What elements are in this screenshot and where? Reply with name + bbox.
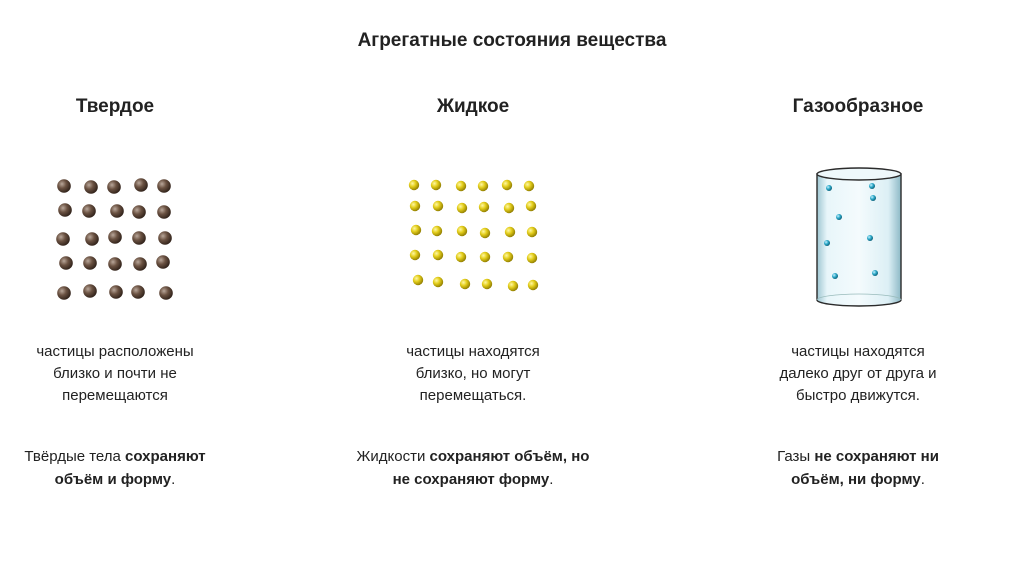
gas-desc-line: частицы находятся (791, 343, 925, 360)
solid-particle (133, 257, 147, 271)
solid-particle (156, 255, 170, 269)
gas-particle (832, 273, 838, 279)
liquid-particle (457, 226, 467, 236)
liquid-particle (457, 203, 467, 213)
gas-particle (826, 185, 832, 191)
solid-particle (58, 203, 72, 217)
gas-heading: Газообразное (792, 96, 924, 117)
solid-particle (108, 230, 122, 244)
gas-particle (869, 183, 875, 189)
gas-desc-line: далеко друг от друга и (779, 365, 937, 382)
liquid-particle (413, 275, 423, 285)
gas-note-bold: не сохраняют ни (814, 448, 939, 465)
liquid-particle (410, 250, 420, 260)
liquid-desc-line: частицы находятся (406, 343, 540, 360)
liquid-note-period: . (549, 471, 554, 488)
gas-note-period: . (920, 471, 925, 488)
liquid-particle (456, 252, 466, 262)
liquid-desc-line: близко, но могут (415, 365, 531, 382)
liquid-note-bold-2: не сохраняют форму (392, 471, 550, 488)
liquid-particle (460, 279, 470, 289)
liquid-particle (480, 228, 490, 238)
solid-particle (158, 231, 172, 245)
solid-desc-line: частицы расположены (36, 343, 194, 360)
solid-particle (157, 205, 171, 219)
liquid-desc-line: перемещаться. (419, 387, 527, 404)
liquid-particle (411, 225, 421, 235)
solid-particle (109, 285, 123, 299)
liquid-particle (479, 202, 489, 212)
liquid-particle (503, 252, 513, 262)
liquid-particle (433, 250, 443, 260)
solid-particle (59, 256, 73, 270)
gas-particle (872, 270, 878, 276)
cylinder-top-rim (817, 168, 901, 180)
solid-note-bold-2: объём и форму (54, 471, 172, 488)
liquid-note-bold: сохраняют объём, но (429, 448, 590, 465)
cylinder-body (817, 174, 901, 306)
solid-note-period: . (171, 471, 176, 488)
liquid-particle (431, 180, 441, 190)
liquid-particle (505, 227, 515, 237)
liquid-particle (433, 277, 443, 287)
solid-particle (132, 205, 146, 219)
solid-particle (132, 231, 146, 245)
liquid-particle (526, 201, 536, 211)
solid-particle (134, 178, 148, 192)
solid-particle (83, 256, 97, 270)
liquid-particle (524, 181, 534, 191)
solid-note-bold: сохраняют (125, 448, 206, 465)
solid-particle (56, 232, 70, 246)
solid-heading: Твердое (75, 96, 155, 117)
liquid-note-plain: Жидкости (356, 448, 430, 465)
gas-note-plain: Газы (777, 448, 815, 465)
solid-particle (108, 257, 122, 271)
liquid-particle (409, 180, 419, 190)
solid-particle (110, 204, 124, 218)
liquid-particle (478, 181, 488, 191)
solid-particle (157, 179, 171, 193)
liquid-particle (456, 181, 466, 191)
liquid-particle (432, 226, 442, 236)
liquid-particle (527, 227, 537, 237)
gas-particle (824, 240, 830, 246)
liquid-particle (482, 279, 492, 289)
solid-desc-line: перемещаются (62, 387, 168, 404)
gas-particle (870, 195, 876, 201)
solid-particle (159, 286, 173, 300)
solid-particle (107, 180, 121, 194)
solid-particle (57, 286, 71, 300)
liquid-particle (433, 201, 443, 211)
gas-particle (836, 214, 842, 220)
page-title: Агрегатные состояния вещества (357, 30, 667, 51)
liquid-particle (508, 281, 518, 291)
liquid-particle-grid (409, 180, 538, 291)
liquid-particle (528, 280, 538, 290)
gas-desc-line: быстро движутся. (796, 387, 920, 404)
liquid-particle (410, 201, 420, 211)
solid-particle (57, 179, 71, 193)
liquid-particle (504, 203, 514, 213)
solid-particle (82, 204, 96, 218)
solid-note-plain: Твёрдые тела (24, 448, 126, 465)
solid-particle-grid (56, 178, 173, 300)
solid-particle (131, 285, 145, 299)
solid-particle (84, 180, 98, 194)
solid-particle (83, 284, 97, 298)
liquid-particle (527, 253, 537, 263)
gas-particle (867, 235, 873, 241)
solid-particle (85, 232, 99, 246)
gas-cylinder-illustration (803, 160, 913, 320)
liquid-heading: Жидкое (436, 96, 510, 117)
solid-desc-line: близко и почти не (53, 365, 177, 382)
gas-note-bold-2: объём, ни форму (791, 471, 921, 488)
liquid-particle (502, 180, 512, 190)
liquid-particle (480, 252, 490, 262)
